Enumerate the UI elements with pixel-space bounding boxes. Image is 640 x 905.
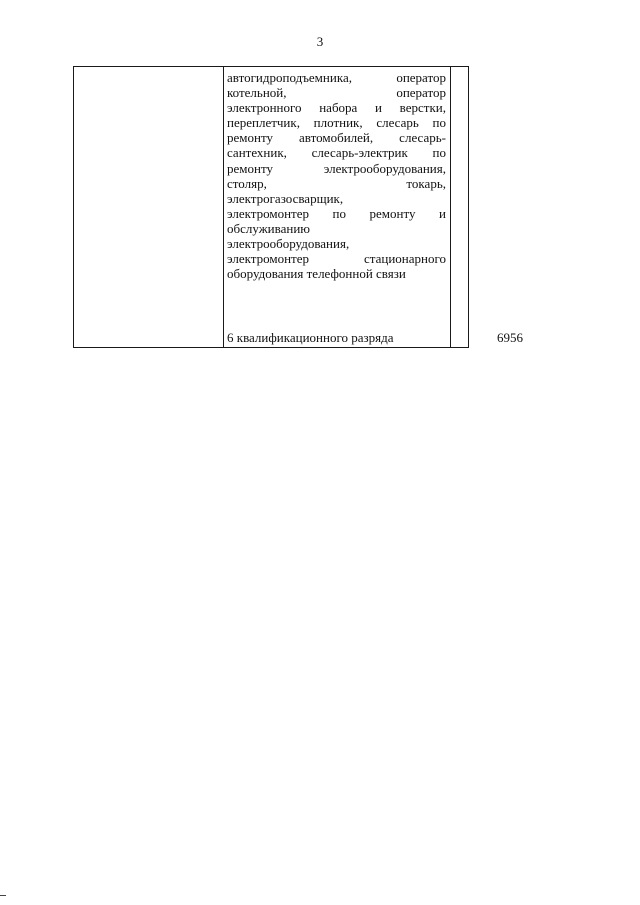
page-number: 3 (316, 34, 324, 49)
profession-line: переплетчик, плотник, слесарь по (227, 115, 446, 131)
profession-line: столяр, токарь, (227, 175, 446, 191)
scan-mark (0, 895, 6, 896)
profession-line: ремонту электрооборудования, (227, 160, 446, 176)
profession-line: электронного набора и верстки, (227, 100, 446, 116)
profession-line: электромонтер стационарного (227, 251, 446, 267)
profession-line: автогидроподъемника, оператор (227, 70, 446, 85)
profession-line: сантехник, слесарь-электрик по (227, 145, 446, 161)
profession-line: электромонтер по ремонту и (227, 205, 446, 221)
column-divider (450, 67, 451, 347)
profession-line: электрогазосварщик, (227, 190, 344, 206)
salary-table (73, 66, 523, 348)
profession-list (227, 70, 446, 281)
qualification-grade: 6 квалификационного разряда (227, 330, 394, 345)
profession-line: оборудования телефонной связи (227, 266, 406, 282)
profession-line: обслуживанию (227, 220, 311, 236)
rate-value: 6956 (497, 330, 523, 345)
column-divider (223, 67, 224, 347)
profession-line: котельной, оператор (227, 85, 446, 101)
profession-line: ремонту автомобилей, слесарь- (227, 130, 446, 146)
profession-line: электрооборудования, (227, 236, 350, 252)
